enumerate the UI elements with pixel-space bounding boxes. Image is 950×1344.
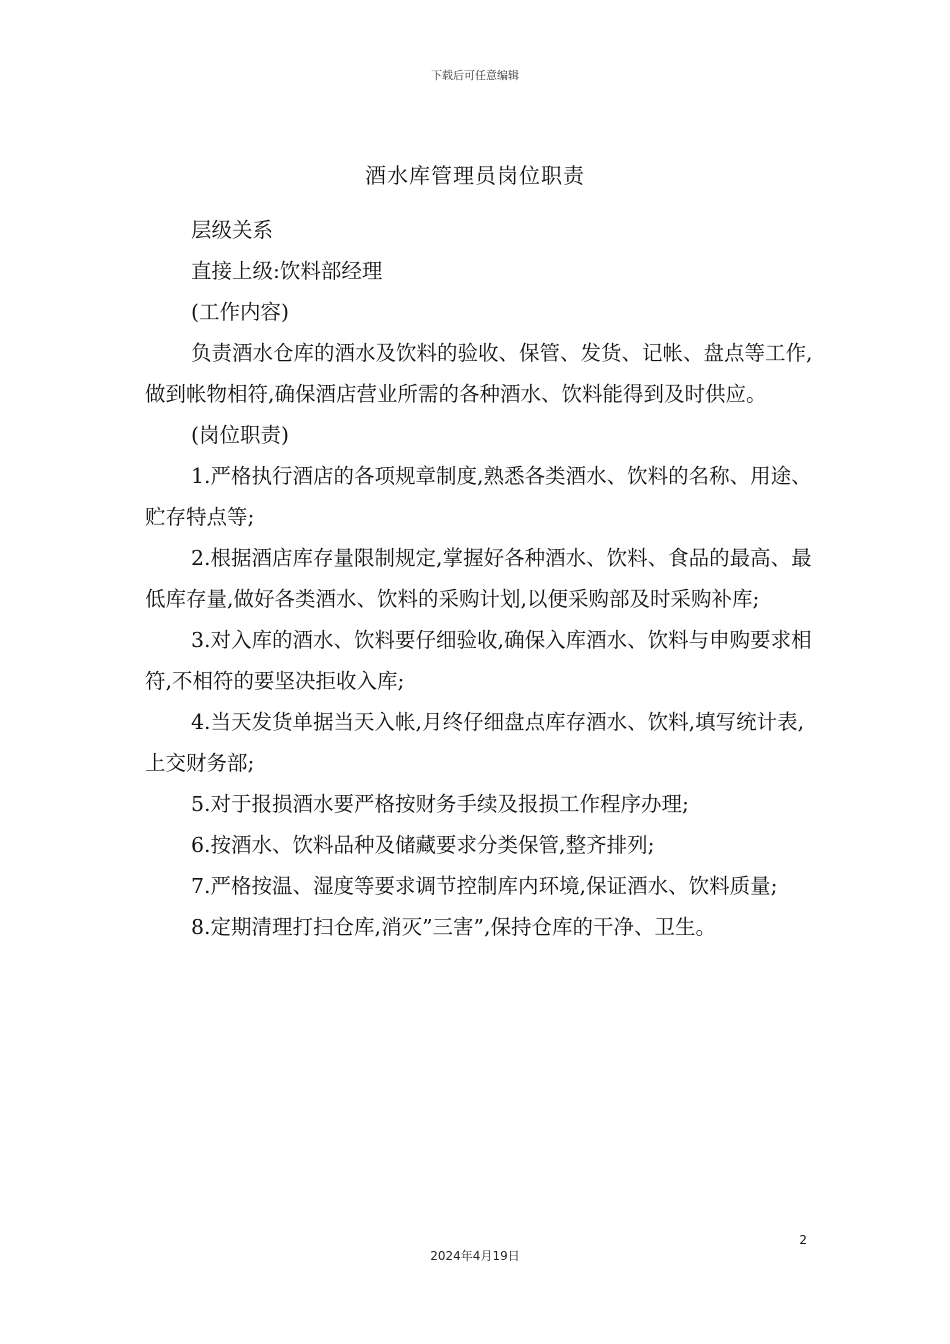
- footer-date: 2024年4月19日: [430, 1249, 520, 1263]
- duty-item-4: 4.当天发货单据当天入帐,月终仔细盘点库存酒水、饮料,填写统计表,上交财务部;: [145, 710, 805, 775]
- duty-item-7: 7.严格按温、湿度等要求调节控制库内环境,保证酒水、饮料质量;: [191, 874, 778, 898]
- paragraph-work-content-heading: (工作内容): [191, 300, 289, 324]
- duty-item-2: 2.根据酒店库存量限制规定,掌握好各种酒水、饮料、食品的最高、最低库存量,做好各类酒水、饮料的采购计划,以便采购部及时采购补库;: [145, 546, 812, 611]
- paragraph-duties-heading: (岗位职责): [191, 423, 289, 447]
- page-number: 2: [799, 1233, 807, 1247]
- document-title: 酒水库管理员岗位职责: [365, 164, 585, 188]
- duty-item-5: 5.对于报损酒水要严格按财务手续及报损工作程序办理;: [191, 792, 689, 816]
- duty-item-3: 3.对入库的酒水、饮料要仔细验收,确保入库酒水、饮料与申购要求相符,不相符的要坚决拒收入库;: [145, 628, 812, 693]
- header-note: 下载后可任意编辑: [431, 69, 519, 82]
- duty-item-6: 6.按酒水、饮料品种及储藏要求分类保管,整齐排列;: [191, 833, 655, 857]
- duty-item-8: 8.定期清理打扫仓库,消灭”三害”,保持仓库的干净、卫生。: [191, 915, 717, 939]
- paragraph-level-relation: 层级关系: [191, 218, 273, 242]
- duty-item-1: 1.严格执行酒店的各项规章制度,熟悉各类酒水、饮料的名称、用途、贮存特点等;: [145, 464, 812, 529]
- paragraph-direct-superior: 直接上级:饮料部经理: [191, 259, 383, 283]
- paragraph-work-content: 负责酒水仓库的酒水及饮料的验收、保管、发货、记帐、盘点等工作,做到帐物相符,确保酒店营业所需的各种酒水、饮料能得到及时供应。: [145, 341, 813, 406]
- document-body: [145, 210, 817, 948]
